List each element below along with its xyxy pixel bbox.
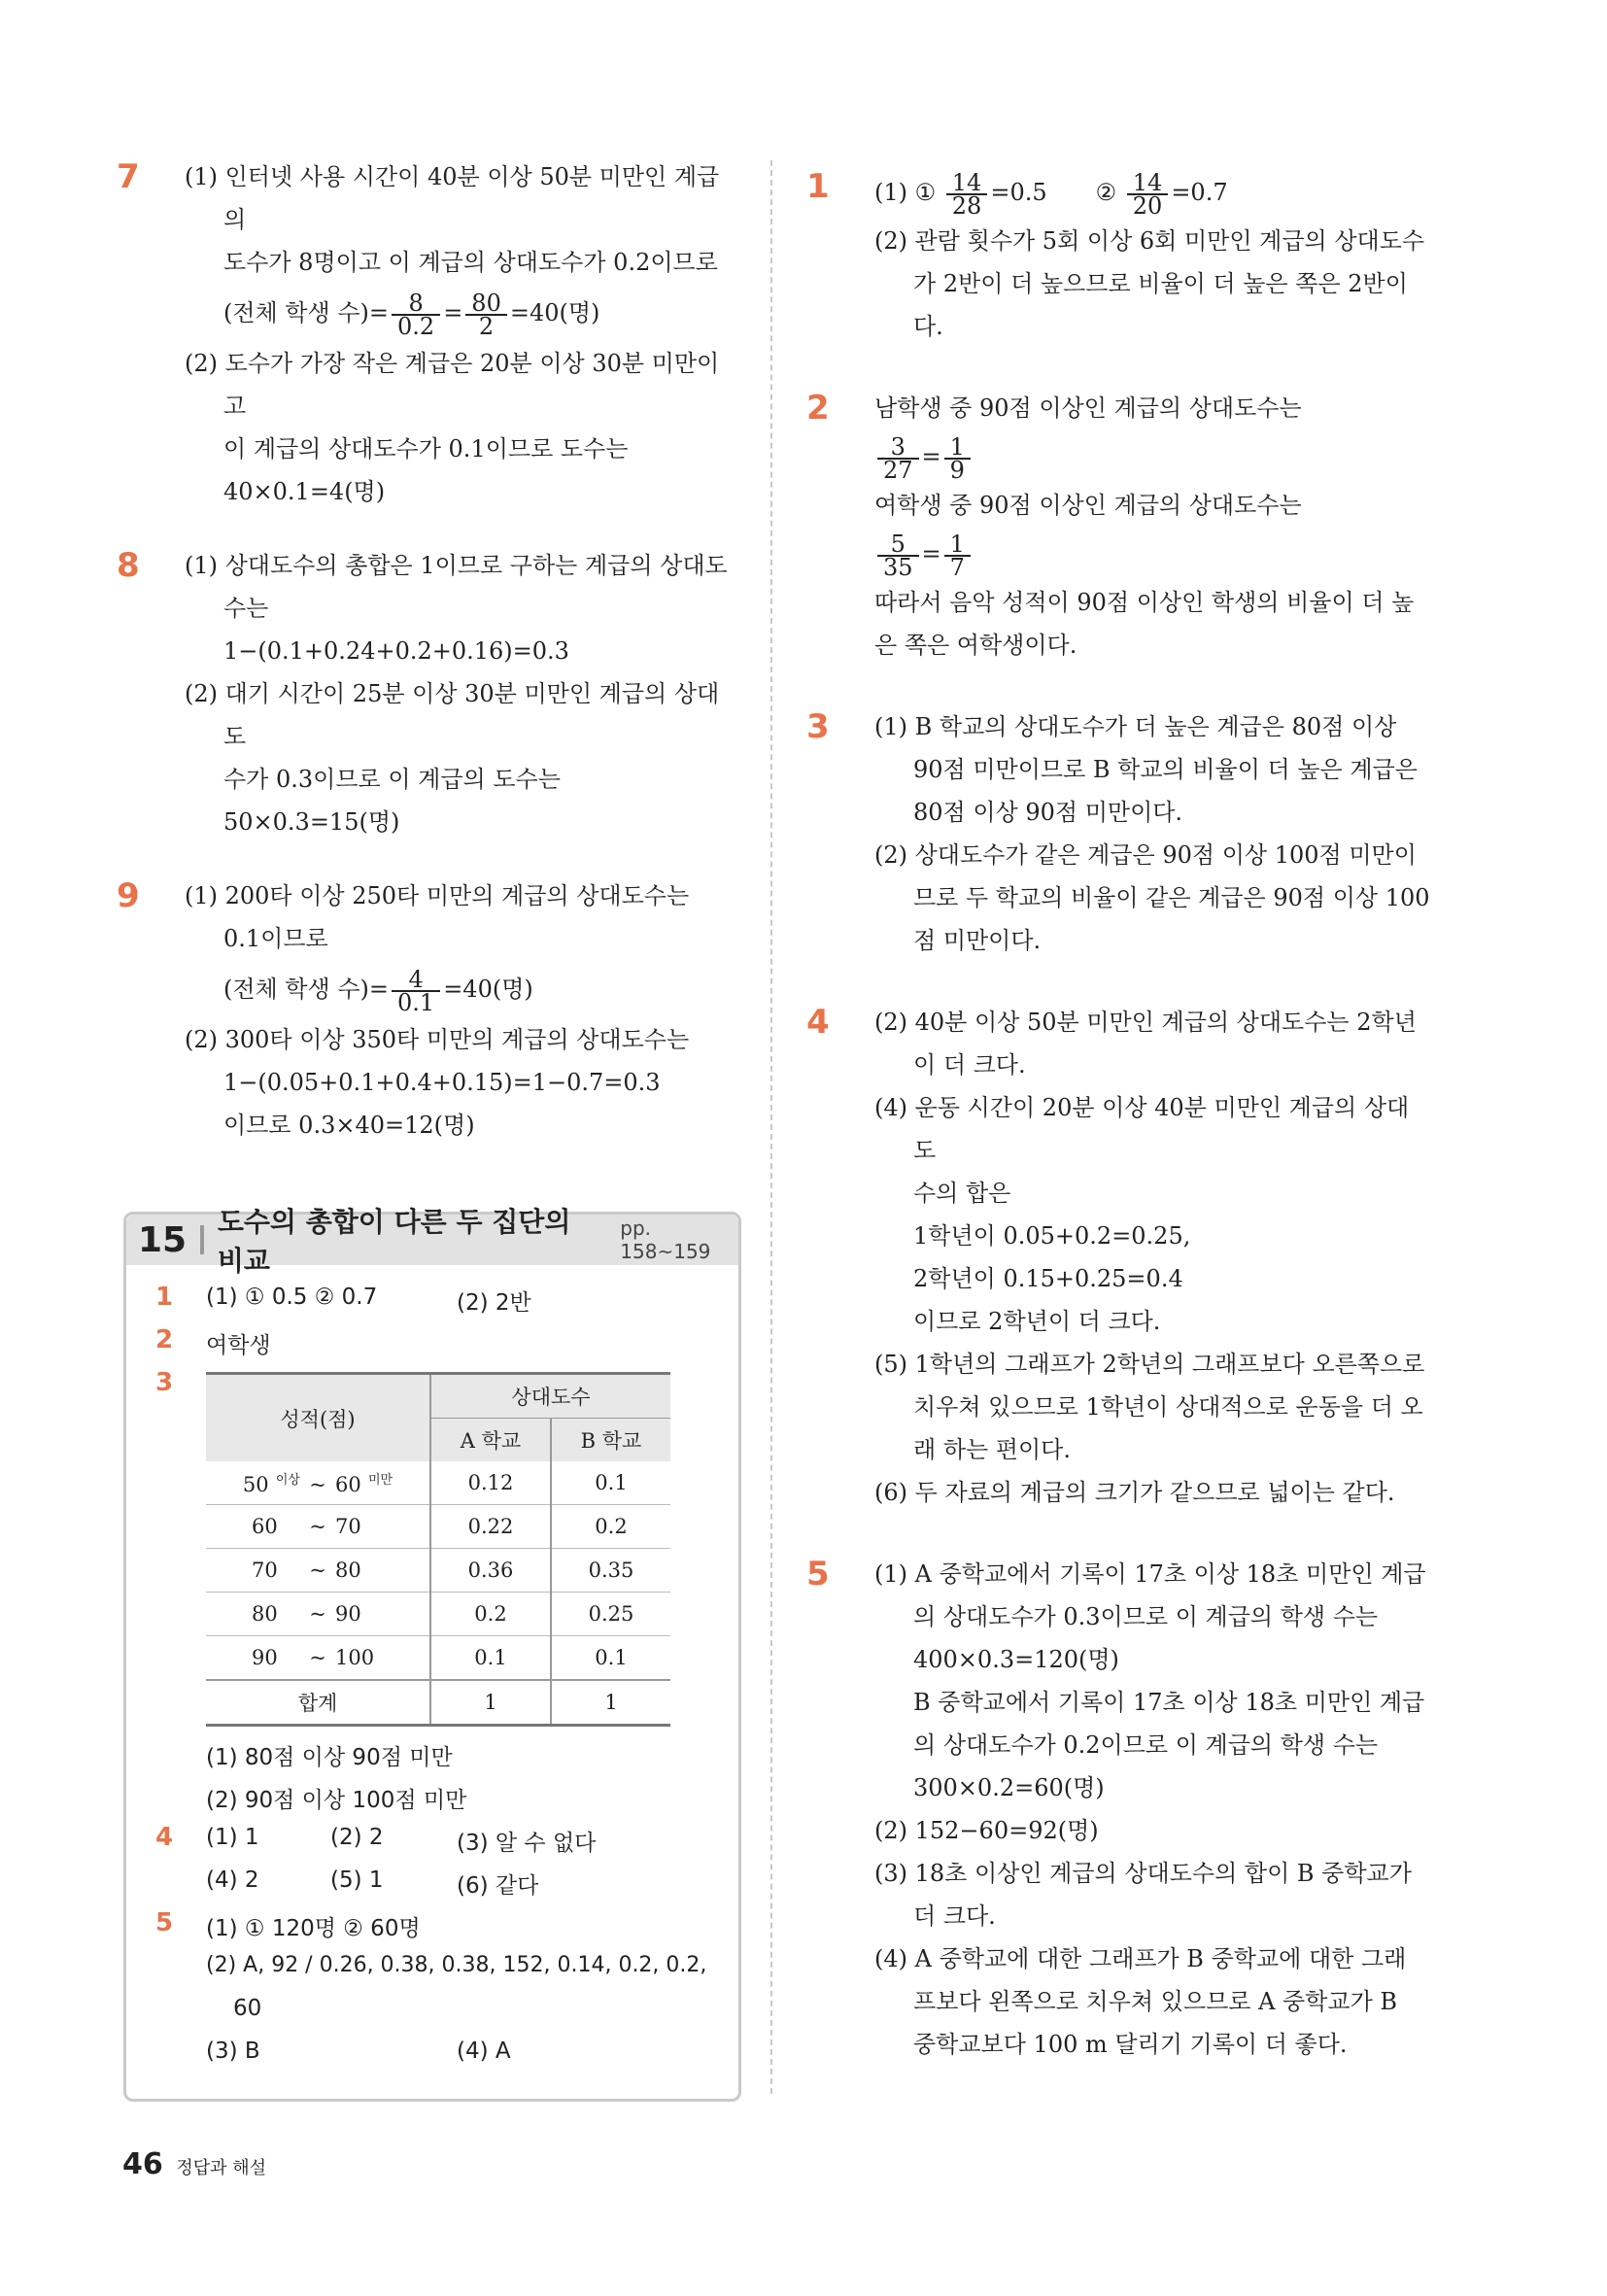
answer-line: (1) A 중학교에서 기록이 17초 이상 18초 미만인 계급 [874,1560,1426,1588]
answer-line: (2) 152−60=92(명) [874,1817,1099,1844]
answer-line: (1) 인터넷 사용 시간이 40분 이상 50분 미만인 계급의 [185,163,720,233]
problem-number: 7 [117,157,140,196]
range-from: 50 [242,1473,269,1496]
denominator: 7 [949,553,965,581]
answer-number: 4 [155,1823,174,1852]
answer-text: (1) 80점 이상 90점 미만 [206,1745,453,1770]
answer-line: (6) 두 자료의 계급의 크기가 같으므로 넓이는 같다. [874,1479,1395,1506]
numerator: 3 [877,436,919,460]
answer-line: 래 하는 편이다. [913,1436,1071,1463]
answer-line: (1) 상대도수의 총합은 1이므로 구하는 계급의 상대도 [185,552,728,579]
answer-line: 더 크다. [913,1902,996,1930]
answer-line: 300×0.2=60(명) [913,1774,1105,1801]
cell-b: 0.35 [551,1549,670,1593]
fraction [392,289,440,340]
denominator: 2 [478,312,495,340]
answer-line: 90점 미만이므로 B 학교의 비율이 더 높은 계급은 [913,756,1418,783]
range-tilde: ~ [309,1473,326,1496]
problem-9 [117,874,738,1147]
answer-line: 수의 합은 [913,1180,1011,1207]
numerator: 8 [392,292,440,316]
numerator: 5 [877,533,919,557]
score-range [206,1461,430,1505]
answer-text: (5) 1 [330,1868,384,1893]
cell-b: 1 [551,1680,670,1726]
problem-number: 8 [117,546,140,585]
answer-line: (4) A 중학교에 대한 그래프가 B 중학교에 대한 그래 [874,1945,1407,1972]
answer-line: (2) 상대도수가 같은 계급은 90점 이상 100점 미만이 [874,841,1417,869]
answer-number: 5 [155,1908,174,1937]
numerator: 14 [1127,172,1169,195]
formula-text: ② [1095,179,1124,206]
formula-text: = [443,299,463,326]
answer-number: 2 [155,1325,174,1354]
answer-line: 이 계급의 상대도수가 0.1이므로 도수는 [223,435,629,463]
denominator: 0.2 [397,312,435,340]
answer-line: 의 상대도수가 0.3이므로 이 계급의 학생 수는 [913,1603,1379,1630]
score-range [206,1593,430,1636]
problem-number: 3 [806,707,830,746]
answer-line: (3) 18초 이상인 계급의 상대도수의 합이 B 중학교가 [874,1860,1412,1887]
answer-line: 40×0.1=4(명) [223,478,386,505]
fraction [877,432,919,484]
answer-line: 수는 [223,595,269,622]
answer-line: 이므로 0.3×40=12(명) [223,1112,475,1139]
problem-3 [806,705,1428,962]
formula-text: =0.7 [1171,179,1228,206]
answer-line: 1−(0.1+0.24+0.2+0.16)=0.3 [223,637,569,665]
footer-label: 정답과 해설 [176,2158,267,2178]
score-range [206,1549,430,1593]
numerator: 4 [392,969,440,992]
answer-line: 여학생 중 90점 이상인 계급의 상대도수는 [874,492,1302,519]
answer-line: 80점 이상 90점 미만이다. [913,799,1183,826]
answer-line: (4) 운동 시간이 20분 이상 40분 미만인 계급의 상대도 [874,1094,1410,1164]
cell-a: 0.2 [430,1593,551,1636]
range-sup: 미만 [368,1473,393,1488]
problem-5 [806,1553,1428,2066]
answer-text: (2) 2 [330,1825,384,1850]
denominator: 35 [883,553,913,581]
problem-1 [806,165,1428,348]
answer-line: (2) 대기 시간이 25분 이상 30분 미만인 계급의 상대도 [185,680,720,750]
answer-text: (4) A [457,2039,511,2064]
page-reference: pp. 158~159 [620,1217,711,1263]
answer-formula [874,527,1428,581]
table-header-relative-frequency: 상대도수 [430,1374,670,1419]
answer-line: 50×0.3=15(명) [223,808,400,836]
cell-b: 0.1 [551,1461,670,1505]
column-divider [770,160,772,2094]
score-range [206,1636,430,1681]
answer-line: 이므로 2학년이 더 크다. [913,1308,1161,1335]
answer-line: (2) 관람 횟수가 5회 이상 6회 미만인 계급의 상대도수 [874,227,1425,255]
answer-line: 므로 두 학교의 비율이 같은 계급은 90점 이상 100 [913,884,1430,911]
range-tilde: ~ [309,1602,326,1626]
range-to: 60 [335,1473,361,1496]
answer-line: 1−(0.05+0.1+0.4+0.15)=1−0.7=0.3 [223,1069,661,1096]
relative-frequency-table [206,1372,670,1727]
formula-text: (전체 학생 수)= [223,976,390,1003]
table-row [206,1461,670,1505]
cell-b: 0.1 [551,1636,670,1681]
formula-text: =40(명) [443,976,533,1003]
table-header-school-a: A 학교 [430,1419,551,1462]
answer-line: 남학생 중 90점 이상인 계급의 상대도수는 [874,394,1302,422]
answer-line: B 중학교에서 기록이 17초 이상 18초 미만인 계급 [913,1689,1425,1716]
problem-4 [806,1001,1428,1514]
section-title: 도수의 총합이 다른 두 집단의 비교 [217,1206,571,1277]
problem-number: 2 [806,389,830,428]
answer-formula [185,960,738,1018]
range-to: 70 [335,1515,361,1538]
answer-line: (2) 40분 이상 50분 미만인 계급의 상대도수는 2학년 [874,1009,1417,1036]
answer-line: 프보다 왼쪽으로 치우쳐 있으므로 A 중학교가 B [913,1988,1398,2015]
answer-line: (2) 300타 이상 350타 미만의 계급의 상대도수는 [185,1026,690,1053]
answer-line: (2) 도수가 가장 작은 계급은 20분 이상 30분 미만이고 [185,350,720,420]
numerator: 14 [946,172,988,195]
page-footer [122,2147,266,2181]
answer-number: 3 [155,1368,174,1397]
answer-number: 1 [155,1283,174,1312]
answer-line: 따라서 음악 성적이 90점 이상인 학생의 비율이 더 높 [874,589,1415,616]
problem-2 [806,387,1428,667]
answer-text: (2) A, 92 / 0.26, 0.38, 0.38, 152, 0.14, 0.2, 0.2, [206,1953,707,1977]
answer-line: 가 2반이 더 높으므로 비율이 더 높은 쪽은 2반이 [913,270,1408,297]
range-from: 90 [252,1646,278,1669]
total-label: 합계 [206,1680,430,1726]
fraction [465,289,507,340]
table-row [206,1636,670,1681]
answer-line: 치우쳐 있으므로 1학년이 상대적으로 운동을 더 오 [913,1393,1423,1421]
table-header-school-b: B 학교 [551,1419,670,1462]
cell-a: 0.36 [430,1549,551,1593]
score-range [206,1505,430,1549]
numerator: 1 [944,533,971,557]
range-tilde: ~ [309,1559,326,1582]
answer-line: 도수가 8명이고 이 계급의 상대도수가 0.2이므로 [223,249,718,276]
denominator: 27 [883,456,913,484]
denominator: 28 [951,191,982,220]
answer-line: 2학년이 0.15+0.25=0.4 [913,1265,1183,1292]
problem-number: 9 [117,876,140,915]
numerator: 1 [944,436,971,460]
answer-line: 0.1이므로 [223,925,328,952]
page-number: 46 [122,2147,163,2181]
denominator: 20 [1132,191,1163,220]
answer-line: 수가 0.3이므로 이 계급의 도수는 [223,766,561,793]
denominator: 0.1 [397,988,435,1016]
problem-number: 1 [806,167,830,206]
table-row [206,1505,670,1549]
answer-text: (3) B [206,2039,260,2064]
answer-line: (1) 200타 이상 250타 미만의 계급의 상대도수는 [185,882,690,909]
formula-text: = [921,540,941,567]
range-from: 80 [252,1602,278,1626]
answer-formula [874,165,1428,220]
cell-a: 0.22 [430,1505,551,1549]
formula-text: =0.5 [990,179,1047,206]
answer-text: 여학생 [206,1333,271,1358]
fraction [946,168,988,220]
fraction [877,530,919,581]
range-to: 90 [335,1602,361,1626]
table-row [206,1593,670,1636]
section-number: 15 [138,1219,188,1260]
cell-b: 0.25 [551,1593,670,1636]
fraction [944,530,971,581]
answer-line: 다. [913,313,943,340]
problem-number: 5 [806,1555,830,1593]
answer-line: 400×0.3=120(명) [913,1646,1119,1673]
answer-text: (1) ① 0.5 ② 0.7 [206,1285,378,1310]
answer-line: (1) B 학교의 상대도수가 더 높은 계급은 80점 이상 [874,713,1397,740]
range-tilde: ~ [309,1515,326,1538]
formula-text: (전체 학생 수)= [223,299,390,326]
answer-formula [185,284,738,342]
answer-line: 의 상대도수가 0.2이므로 이 계급의 학생 수는 [913,1731,1379,1759]
formula-text: (1) ① [874,179,943,206]
summary-header [126,1206,738,1277]
problem-number: 4 [806,1003,830,1042]
table-row [206,1549,670,1593]
answer-text: (1) ① 120명 ② 60명 [206,1916,421,1941]
range-sup: 이상 [275,1473,300,1488]
fraction [944,432,971,484]
answer-line: 은 쪽은 여학생이다. [874,632,1077,659]
numerator: 80 [465,292,507,316]
formula-text: = [921,443,941,470]
answer-line: 점 미만이다. [913,927,1042,954]
answer-line: 이 더 크다. [913,1051,1026,1079]
fraction [1127,168,1169,220]
left-column [117,155,738,1172]
answer-text: (3) 알 수 없다 [457,1831,597,1856]
fraction [392,965,440,1016]
answer-text: 60 [233,1996,262,2021]
summary-answer-box [123,1206,741,2102]
answer-text: (6) 같다 [457,1873,539,1899]
cell-a: 1 [430,1680,551,1726]
range-to: 80 [335,1559,361,1582]
cell-a: 0.12 [430,1461,551,1505]
range-from: 60 [252,1515,278,1538]
range-from: 70 [252,1559,278,1582]
range-to: 100 [335,1646,375,1669]
answer-text: (2) 90점 이상 100점 미만 [206,1788,467,1813]
problem-7 [117,155,738,513]
range-tilde: ~ [309,1646,326,1669]
answer-line: (5) 1학년의 그래프가 2학년의 그래프보다 오른쪽으로 [874,1351,1425,1378]
denominator: 9 [949,456,965,484]
answer-formula [874,429,1428,484]
answer-line: 1학년이 0.05+0.2=0.25, [913,1222,1191,1250]
cell-b: 0.2 [551,1505,670,1549]
cell-a: 0.1 [430,1636,551,1681]
answer-text: (2) 2반 [457,1290,531,1316]
formula-text: =40(명) [509,299,600,326]
answer-line: 중학교보다 100 m 달리기 기록이 더 좋다. [913,2031,1348,2058]
right-column [806,165,1428,2091]
table-header-score: 성적(점) [206,1374,430,1462]
table-total-row [206,1680,670,1726]
problem-8 [117,544,738,843]
answer-text: (4) 2 [206,1868,259,1893]
answer-text: (1) 1 [206,1825,259,1850]
header-divider [200,1225,204,1254]
